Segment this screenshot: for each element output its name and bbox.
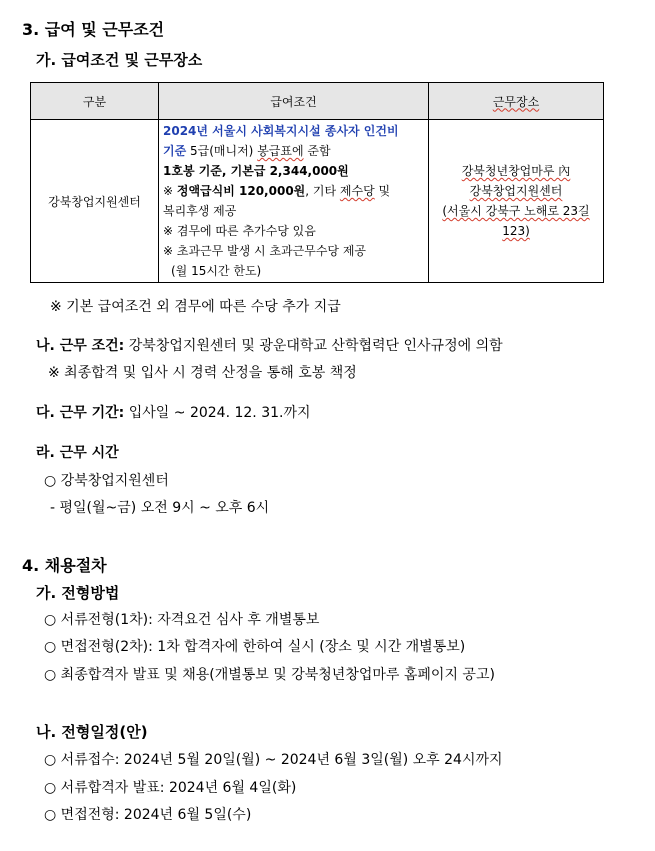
work-hours-title: 라. 근무 시간 [36, 445, 119, 461]
condition-line-8: (월 15시간 한도) [171, 264, 262, 278]
condition-line-5: 복리후생 제공 [163, 204, 237, 218]
place-line-2-text: 강북창업지원센터 [469, 184, 563, 198]
condition-line-4-mark: ※ [163, 184, 177, 198]
work-conditions-label: 나. 근무 조건: [36, 338, 125, 354]
list-item: ○ 면접전형(2차): 1차 합격자에 한하여 실시 (장소 및 시간 개별통보) [44, 639, 466, 655]
work-period-label: 다. 근무 기간: [36, 405, 125, 421]
header-work-place [429, 83, 604, 120]
list-item: ○ 서류합격자 발표: 2024년 6월 4일(화) [44, 780, 297, 796]
salary-table [30, 82, 604, 283]
section4-subtitle-ga: 가. 전형방법 [36, 584, 120, 602]
work-conditions-note: ※ 최종합격 및 입사 시 경력 산정을 통해 호봉 책정 [48, 365, 357, 381]
work-conditions-line [36, 335, 503, 355]
section4-subtitle-na: 나. 전형일정(안) [36, 723, 148, 741]
condition-line-2-suffix: 준함 [303, 144, 331, 158]
list-item: ○ 서류전형(1차): 자격요건 심사 후 개별통보 [44, 612, 320, 628]
work-hours-item-weekday: - 평일(월~금) 오전 9시 ~ 오후 6시 [50, 500, 270, 516]
work-place-cell [429, 120, 604, 283]
condition-line-2 [163, 141, 424, 161]
section3-title: 3. 급여 및 근무조건 [22, 20, 165, 39]
condition-line-4-etc: , 기타 [305, 184, 340, 198]
list-item: ○ 면접전형: 2024년 6월 5일(수) [44, 807, 252, 823]
condition-line-4-allowance: 제수당 [339, 184, 375, 198]
work-conditions-text: 강북창업지원센터 및 광운대학교 산학협력단 인사규정에 의함 [124, 338, 503, 354]
table-header-row [31, 83, 604, 120]
header-salary-conditions: 급여조건 [159, 83, 429, 120]
place-line-3-text: (서울시 강북구 노해로 23길 123) [442, 204, 590, 238]
condition-line-2-grade: 5급(매니저) [186, 144, 258, 158]
header-category: 구분 [31, 83, 159, 120]
place-line-1-text: 강북청년창업마루 內 [461, 164, 571, 178]
place-line-1 [429, 161, 603, 181]
condition-line-4 [163, 181, 424, 201]
table-row [31, 120, 604, 283]
condition-line-2-prefix: 기준 [163, 144, 187, 158]
list-item: ○ 서류접수: 2024년 5월 20일(월) ~ 2024년 6월 3일(월) 오후 24시까지 [44, 752, 503, 768]
section3-subtitle-ga: 가. 급여조건 및 근무장소 [36, 51, 203, 69]
salary-conditions-cell [159, 120, 429, 283]
work-period-text: 입사일 ~ 2024. 12. 31.까지 [124, 405, 311, 421]
condition-line-4-meal: 정액급식비 120,000원 [176, 184, 306, 198]
place-line-2 [429, 181, 603, 201]
note-extra-allowance: ※ 기본 급여조건 외 겸무에 따른 수당 추가 지급 [50, 299, 341, 315]
condition-line-4-and: 및 [374, 184, 391, 198]
section4-title: 4. 채용절차 [22, 556, 107, 575]
work-period-line [36, 402, 311, 422]
place-line-3 [429, 201, 603, 241]
row-label: 강북창업지원센터 [31, 120, 159, 283]
condition-line-1: 2024년 서울시 사회복지시설 종사자 인건비 [163, 124, 399, 138]
condition-line-3: 1호봉 기준, 기본급 2,344,000원 [163, 164, 349, 178]
condition-line-6: ※ 겸무에 따른 추가수당 있음 [163, 224, 316, 238]
list-item: ○ 최종합격자 발표 및 채용(개별통보 및 강북청년창업마루 홈페이지 공고) [44, 667, 495, 683]
condition-line-7: ※ 초과근무 발생 시 초과근무수당 제공 [163, 244, 367, 258]
header-work-place-text: 근무장소 [492, 94, 540, 109]
work-hours-item-center: ○ 강북창업지원센터 [44, 473, 169, 489]
condition-line-2-table: 봉급표에 [257, 144, 304, 158]
